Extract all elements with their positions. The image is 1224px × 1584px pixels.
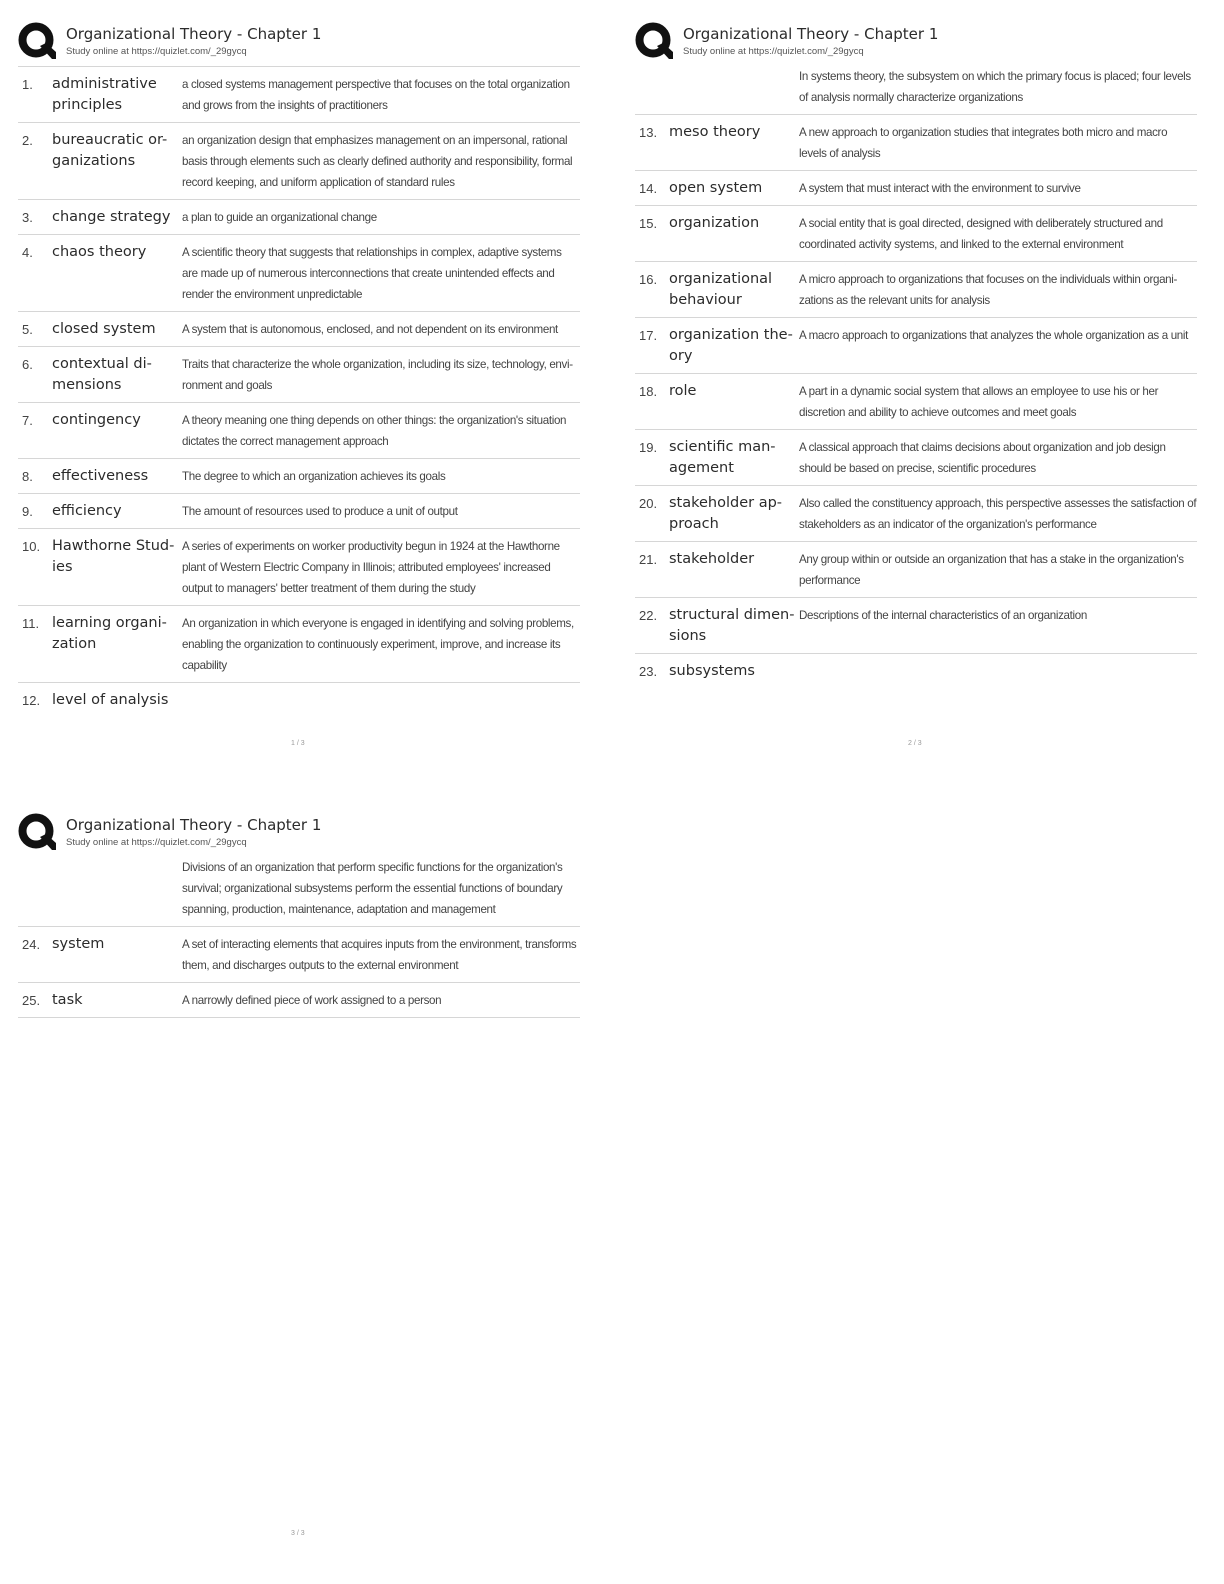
term-number: 22.: [639, 608, 658, 623]
term-number: 3.: [22, 210, 33, 225]
term-row: [18, 123, 580, 200]
term-row: [635, 486, 1197, 542]
definition: A classical approach that claims decisions about organization and job design should be based on precise, scientific procedures: [799, 441, 1166, 475]
quizlet-logo-icon: [18, 22, 56, 60]
study-link[interactable]: Study online at https://quizlet.com/_29gycq: [66, 837, 247, 848]
term-row: [18, 235, 580, 312]
term: level of analysis: [52, 692, 169, 708]
term-number: 21.: [639, 552, 658, 567]
study-link[interactable]: Study online at https://quizlet.com/_29gycq: [683, 46, 864, 57]
term-row: [18, 606, 580, 683]
term-row: [18, 459, 580, 494]
term: closed system: [52, 321, 156, 337]
term-number: 2.: [22, 133, 33, 148]
term: stakeholder ap-proach: [669, 495, 783, 532]
doc-title: Organizational Theory - Chapter 1: [683, 25, 939, 43]
term-number: 7.: [22, 413, 33, 428]
term-row: [18, 529, 580, 606]
term-row: [635, 430, 1197, 486]
definition: A social entity that is goal directed, designed with deliberately structured and coordinated activity systems, and linked to the external environment: [799, 217, 1163, 251]
term-number: 24.: [22, 937, 41, 952]
page-header: [18, 22, 580, 66]
term-row: [635, 374, 1197, 430]
page-header: [18, 813, 580, 857]
term-row: [18, 683, 580, 717]
term-row: [635, 262, 1197, 318]
term-row: [18, 927, 580, 983]
doc-title: Organizational Theory - Chapter 1: [66, 816, 322, 834]
term-row: [18, 200, 580, 235]
definition: A micro approach to organizations that focuses on the individuals within organi-zations as the relevant units for analysis: [799, 273, 1178, 307]
term-number: 14.: [639, 181, 658, 196]
term-row: [18, 983, 580, 1018]
quizlet-logo-icon: [18, 813, 56, 851]
definition: The degree to which an organization achieves its goals: [182, 470, 446, 483]
term-row: [635, 206, 1197, 262]
term-number: 11.: [22, 616, 40, 631]
definition: A new approach to organization studies that integrates both micro and macro levels of analysis: [799, 126, 1168, 160]
term: change strategy: [52, 209, 171, 225]
term: learning organi-zation: [52, 615, 167, 652]
term-row: [18, 494, 580, 529]
term: role: [669, 383, 697, 399]
definition: A part in a dynamic social system that allows an employee to use his or her discretion and ability to achieve outcomes and meet goals: [799, 385, 1159, 419]
term-list: [18, 857, 580, 1018]
term-number: 5.: [22, 322, 33, 337]
term-number: 9.: [22, 504, 33, 519]
term: chaos theory: [52, 244, 147, 260]
term: meso theory: [669, 124, 761, 140]
term: contingency: [52, 412, 141, 428]
definition: Also called the constituency approach, this perspective assesses the satisfaction of stakeholders as an indicator of the organization's performance: [799, 497, 1197, 531]
term: bureaucratic or-ganizations: [52, 132, 168, 169]
term-row: [635, 542, 1197, 598]
definition: A series of experiments on worker productivity begun in 1924 at the Hawthorne plant of Western Electric Company in Illinois; attributed employees' increased output to managers' better treatment of them during the study: [182, 540, 560, 595]
definition: A set of interacting elements that acquires inputs from the environment, transforms them, and discharges outputs to the external environment: [182, 938, 577, 972]
page-3: [18, 813, 580, 1018]
term-row: [635, 654, 1197, 688]
term-number: 12.: [22, 693, 41, 708]
term-row-continued: [635, 66, 1197, 115]
term: organizational behaviour: [669, 271, 773, 308]
term-number: 17.: [639, 328, 658, 343]
term: administrative principles: [52, 76, 157, 113]
term-row: [18, 347, 580, 403]
term-number: 8.: [22, 469, 33, 484]
page-2: [635, 22, 1197, 688]
term-number: 20.: [639, 496, 658, 511]
term-row: [635, 318, 1197, 374]
definition: A system that must interact with the environment to survive: [799, 182, 1081, 195]
definition: In systems theory, the subsystem on which the primary focus is placed; four levels of analysis normally characterize organizations: [799, 70, 1191, 104]
term-list: [18, 66, 580, 717]
term: organization: [669, 215, 760, 231]
term-number: 19.: [639, 440, 658, 455]
definition: A scientific theory that suggests that relationships in complex, adaptive systems are made up of numerous interconnections that create unintended effects and render the environment unpredictable: [182, 246, 562, 301]
term: subsystems: [669, 663, 755, 679]
term: stakeholder: [669, 551, 755, 567]
term-number: 15.: [639, 216, 658, 231]
term: Hawthorne Stud-ies: [52, 538, 175, 575]
term-row: [18, 66, 580, 123]
term-row: [635, 115, 1197, 171]
definition: A system that is autonomous, enclosed, and not dependent on its environment: [182, 323, 558, 336]
definition: The amount of resources used to produce a unit of output: [182, 505, 458, 518]
page-header: [635, 22, 1197, 66]
term-row: [18, 312, 580, 347]
term-number: 1.: [22, 77, 33, 92]
quizlet-logo-icon: [635, 22, 673, 60]
term-number: 23.: [639, 664, 658, 679]
term-row: [635, 171, 1197, 206]
definition: an organization design that emphasizes management on an impersonal, rational basis through elements such as clearly defined authority and responsibility, formal record keeping, and uniform application of standard rules: [182, 134, 573, 189]
term: task: [52, 992, 83, 1008]
term: system: [52, 936, 105, 952]
term-number: 4.: [22, 245, 33, 260]
page-number: 1 / 3: [291, 740, 305, 747]
doc-title: Organizational Theory - Chapter 1: [66, 25, 322, 43]
definition: Descriptions of the internal characteristics of an organization: [799, 609, 1087, 622]
term: organization the-ory: [669, 327, 793, 364]
term: structural dimen-sions: [669, 607, 795, 644]
term: effectiveness: [52, 468, 149, 484]
definition: A theory meaning one thing depends on other things: the organization's situation dictates the correct management approach: [182, 414, 567, 448]
term: contextual di-mensions: [52, 356, 152, 393]
definition: Any group within or outside an organization that has a stake in the organization's performance: [799, 553, 1184, 587]
term-number: 6.: [22, 357, 33, 372]
page-number: 2 / 3: [908, 740, 922, 747]
term-number: 18.: [639, 384, 658, 399]
definition: An organization in which everyone is engaged in identifying and solving problems, enabling the organization to continuously experiment, improve, and increase its capability: [182, 617, 574, 672]
term-number: 13.: [639, 125, 658, 140]
term-number: 25.: [22, 993, 41, 1008]
page-number: 3 / 3: [291, 1530, 305, 1537]
definition: Traits that characterize the whole organization, including its size, technology, envi-ronment and goals: [182, 358, 573, 392]
term-list: [635, 66, 1197, 688]
term-row-continued: [18, 857, 580, 927]
term-row: [18, 403, 580, 459]
term-number: 16.: [639, 272, 658, 287]
definition: Divisions of an organization that perform specific functions for the organization's survival; organizational subsystems perform the essential functions of boundary spanning, production, maintenance, adaptation and management: [182, 861, 563, 916]
term: scientific man-agement: [669, 439, 776, 476]
definition: a closed systems management perspective that focuses on the total organization and grows from the insights of practitioners: [182, 78, 570, 112]
page-1: [18, 22, 580, 717]
term: efficiency: [52, 503, 122, 519]
definition: a plan to guide an organizational change: [182, 211, 377, 224]
definition: A macro approach to organizations that analyzes the whole organization as a unit: [799, 329, 1188, 342]
definition: A narrowly defined piece of work assigned to a person: [182, 994, 442, 1007]
term-row: [635, 598, 1197, 654]
term: open system: [669, 180, 763, 196]
term-number: 10.: [22, 539, 41, 554]
study-link[interactable]: Study online at https://quizlet.com/_29gycq: [66, 46, 247, 57]
